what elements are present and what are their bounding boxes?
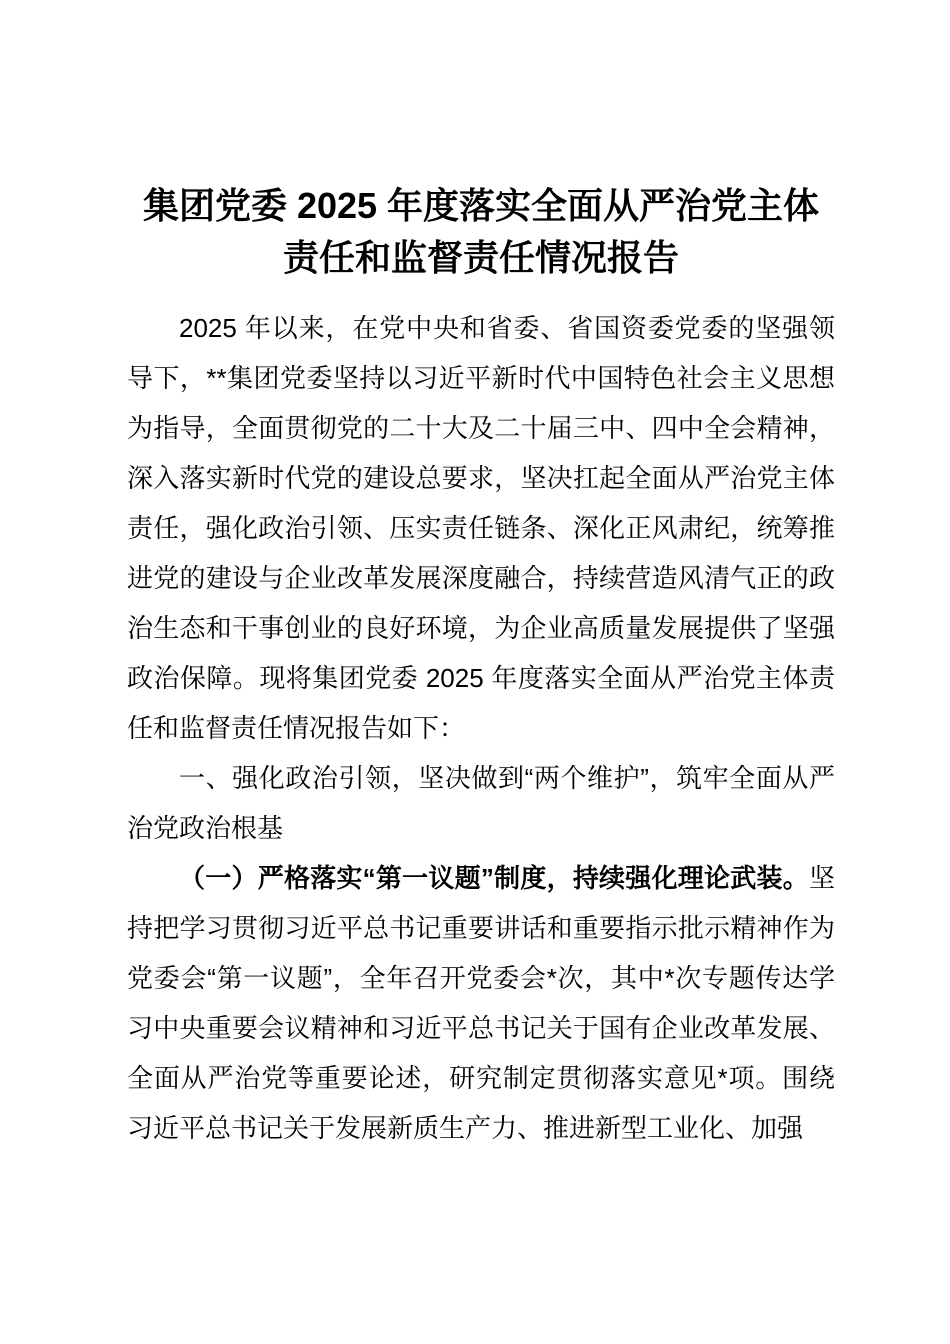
intro-paragraph: 2025 年以来，在党中央和省委、省国资委党委的坚强领导下，**集团党委坚持以习近平新时代中国特色社会主义思想为指导，全面贯彻党的二十大及二十届三中、四中全会精神，深入落实新时代党的建设总要求，坚决扛起全面从严治党主体责任，强化政治引领、压实责任链条、深化正风肃纪，统筹推进党的建设与企业改革发展深度融合，持续营造风清气正的政治生态和干事创业的良好环境，为企业高质量发展提供了坚强政治保障。现将集团党委 2025 年度落实全面从严治党主体责任和监督责任情况报告如下： [127,313,835,743]
subsection-1-1-heading: （一）严格落实“第一议题”制度，持续强化理论武装。 [179,863,809,893]
subsection-1-1-paragraph [127,853,835,1153]
subsection-1-1-text: 坚持把学习贯彻习近平总书记重要讲话和重要指示批示精神作为党委会“第一议题”，全年召开党委会*次，其中*次专题传达学习中央重要会议精神和习近平总书记关于国有企业改革发展、全面从严治党等重要论述，研究制定贯彻落实意见*项。围绕习近平总书记关于发展新质生产力、推进新型工业化、加强 [127,863,835,1143]
page-title: 集团党委 2025 年度落实全面从严治党主体责任和监督责任情况报告 [142,185,820,278]
section-1-heading: 一、强化政治引领，坚决做到“两个维护”，筑牢全面从严治党政治根基 [127,763,835,843]
